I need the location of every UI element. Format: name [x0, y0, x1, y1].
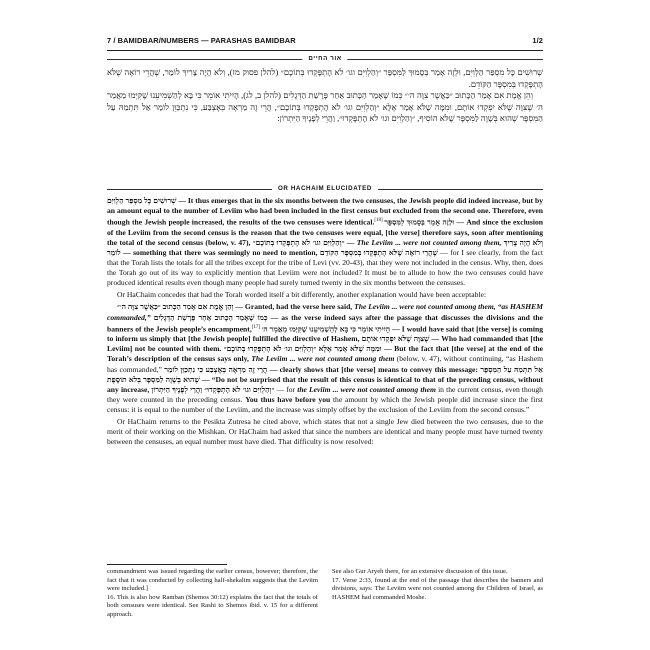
- translation-text: — as the verse indeed says after the passage that discusses the divisions and the banners of the Jewish people’s encampment,: [107, 312, 543, 334]
- footnote: commandment was issued regarding the earlier census, however; therefore, the fact that it was conducted by collecting half-shekalim suggests that the Leviim were included.]: [107, 568, 318, 593]
- footnotes-rule: [107, 564, 227, 565]
- explanation-text: the amount by which the Jewish people did increase since the first census: it is equal to the number of the Leviim, and the increase was simply offset by the exclusion of the Leviim from the second census.”: [107, 394, 543, 414]
- hebrew-citation: וּלְזֶה אָמַר בְּסָמוּךְ לַמִּסְפָּר: [384, 217, 455, 227]
- page: [107, 34, 543, 640]
- elucidated-paragraph-4: Or HaChaim returns to the Pesikta Zutresa he cited above, which states that not a single Jew died between the two censuses, due to the merit of their working on the Mishkan. Or HaChaim had asked that since the numbers are identical and many people must have turned twenty between the censuses, an equal number must have died. That difficulty is now resolved:: [107, 417, 543, 447]
- running-head-title: 7 / BAMIDBAR/NUMBERS — PARASHAS BAMIDBAR: [107, 36, 296, 45]
- translation-text: — I would have said that [the verse] is coming to inform us simply that [the Jewish people] fulfilled the directive of Hashem,: [107, 324, 544, 344]
- translation-text: — Granted, had the verse here said,: [233, 302, 355, 312]
- elucidated-paragraph-2: Or HaChaim concedes that had the Torah worded itself a bit differently, another explanation would have been acceptable:: [117, 290, 486, 300]
- verse-quote: The Leviim ... were not counted among them: [251, 354, 395, 364]
- page-number: 1/2: [532, 36, 543, 45]
- hebrew-paragraph: וְהֵן אֱמֶת אִם אָמַר הַכָּתוּב ״כַּאֲשֶׁר צִוָּה ה׳״ כְּמוֹ שֶׁאָמַר הַכָּתוּב אַחַר פָּרָשַׁת הַדְּגָלִים (להלן ב, לג), הָיִיתִי אוֹמֵר כִּי בָּא לְהַשְׁמִיעֵנוּ שֶׁקִּיְּמוּ מַאֲמַר ה׳ שֶׁצִּוָּה שֶׁלֹּא יִפְקְדוּ אוֹתָם, וּמִמָּה שֶׁלֹּא אָמַר אֶלָּא ״וְהַלְוִיִּם וגו׳ לֹא הָתְפָּקְדוּ בְּתוֹכָם״, הֲרֵי זֶה מַרְאֶה בְּאֶצְבַּע, כִּי נִתְכַּוֵּן לוֹמַר אַל תִּתְמַהּ עַל הַמִּסְפָּר שֶׁהוּא בְּשָׁוֶה לַמִּסְפָּר שֶׁלֹּא הוֹסִיף, ״וְהַלְוִיִּם וגו׳ לֹא הָתְפָּקְדוּ״, וַהֲרֵי לְפָנֶיךָ הַיִּתְרוֹן:: [107, 91, 543, 124]
- footnote-marker: [18]: [374, 218, 385, 224]
- translation-text: — And since the exclusion of the Leviim from the second census is the reason that the two censuses were equal, [the verse] therefore says, soon after mentioning the total of the second census (below, v. 47),: [107, 217, 543, 247]
- hebrew-section-divider: [107, 54, 543, 64]
- explanation-text: — for I see clearly, from the fact that the Torah lists the totals for all the tribes except for the tribe of Levi (vv. 20-43), that they were not included in the census. Why, then, does the Torah go out of its way to explicitly mention that Leviim were not included? It must be to allude to how the two censuses could have produced identical results even though many people had surely turned twenty in the six months between the censuses.: [107, 248, 544, 288]
- running-head: [107, 34, 543, 48]
- translation-text: — But the fact that [the verse] at the end of the Torah’s description of the census says only,: [107, 344, 543, 364]
- hebrew-citation: ״וְהַלְוִיִּם וגו׳ לֹא הָתְפָּקְדוּ בְּתוֹכָם״: [252, 237, 345, 247]
- elucidated-paragraph-1: [107, 196, 543, 288]
- hebrew-citation: שֶׁהֲרֵי רוֹאֶה שֶׁלֹּא הָתְפָּקְדוּ בְּמִסְפָּר הַקּוֹדֵם: [319, 248, 438, 257]
- explanation-text: in the current census, even though they were counted in the preceding census.: [107, 384, 543, 404]
- verse-quote: The Leviim ... were not counted among them, “as HASHEM commanded,”: [107, 302, 543, 322]
- footnote: 16. This is also how Ramban (Shemos 30:12) explains the fact that the totals of both censuses were identical. See Rashi to Shemos ibid. v. 15 for a different approach.: [107, 593, 318, 618]
- hebrew-citation: הֲרֵי זֶה מַרְאֶה בְּאֶצְבַּע כִּי נִתְכַּוֵּן לוֹמַר: [164, 364, 268, 374]
- hebrew-citation: שְׁרוּשִׁים כָּל מִסְפַּר הַלְוִיִּם: [107, 196, 177, 205]
- verse-quote: the Leviim ... were not counted among them: [297, 384, 436, 394]
- elucidated-body: [107, 196, 543, 449]
- translation-text: — “Do not be surprised that the result of this census is identical to that of the preceding census, without any increase,: [107, 374, 543, 394]
- translation-text: — clearly shows that [the verse] means to convey this message:: [267, 364, 481, 374]
- translation-text: — It thus emerges that in the six months between the two censuses, the Jewish people did indeed increase, but by an amount equal to the number of Leviim who had been included in the first census but excluded from the second one. Therefore, even though the Jewish people increased, the results of the two censuses were identical.: [107, 196, 544, 227]
- hebrew-citation: כְּמוֹ שֶׁאָמַר הַכָּתוּב אַחַר פָּרָשַׁת הַדְּגָלִים: [153, 312, 268, 322]
- explanation-text: — for: [274, 384, 298, 394]
- translation-text: — Who had commanded that [the Leviim] not be counted with them.: [107, 334, 544, 354]
- hebrew-citation: הָיִיתִי אוֹמֵר כִּי בָּא לְהַשְׁמִיעֵנוּ שֶׁקִּיְּמוּ מַאֲמַר ה׳: [261, 324, 391, 334]
- hebrew-citation: וְלֹא הָיָה צָרִיךְ לוֹמַר: [107, 237, 543, 257]
- footnote: 17. Verse 2:33, found at the end of the passage that describes the banners and divisions, says: The Leviim were not counted among the Children of Israel, as HASHEM had commanded Moshe.: [332, 576, 543, 601]
- hebrew-citation: שֶׁצִּוָּה שֶׁלֹּא יִפְקְדוּ אוֹתָם: [361, 334, 430, 344]
- elucidated-divider: [107, 184, 543, 194]
- hebrew-citation: אַל תִּתְמַהּ עַל הַמִּסְפָּר שֶׁהוּא בְּשָׁוֶה לַמִּסְפָּר בְּלֹא תוֹסֶפֶת: [107, 364, 543, 384]
- translation-text: You thus have before you: [245, 394, 331, 404]
- hebrew-section-label: אור החיים: [302, 54, 347, 64]
- translation-text: — something that there was seemingly no need to mention,: [120, 248, 320, 257]
- footnotes-left-column: [107, 568, 318, 620]
- footnote-marker: [17]: [251, 324, 262, 330]
- hebrew-citation: וְהֵן אֱמֶת אִם אָמַר הַכָּתוּב ״כַּאֲשֶׁר צִוָּה ה׳״: [117, 302, 234, 312]
- hebrew-citation: וּמִמָּה שֶׁלֹּא אָמַר אֶלָּא ״וְהַלְוִיִּם וגו׳ לֹא הָתְפָּקְדוּ בְּתוֹכָם״: [223, 344, 382, 354]
- header-rule: [107, 50, 543, 51]
- elucidated-paragraph-3: [107, 302, 543, 415]
- explanation-text: (below, v. 47), without continuing, “as Hashem has commanded,”: [107, 354, 543, 374]
- footnotes-right-column: [332, 568, 543, 620]
- footnote: See also Gur Aryeh there, for an extensive discussion of this issue.: [332, 568, 508, 575]
- hebrew-commentary: [107, 67, 543, 125]
- verse-quote: — The Leviim ... were not counted among them,: [344, 237, 504, 247]
- hebrew-citation: ״וְהַלְוִיִּם וגו׳ לֹא הָתְפָּקְדוּ״ וַהֲרֵי לְפָנֶיךָ הַיִּתְרוֹן: [151, 384, 275, 394]
- elucidated-label: OR HACHAIM ELUCIDATED: [272, 184, 378, 194]
- hebrew-paragraph: שְׁרוּשִׁים כָּל מִסְפַּר הַלְוִיִּם, וּלְזֶה אָמַר בְּסָמוּךְ לַמִּסְפָּר ״וְהַלְוִיִּם וגו׳ לֹא הָתְפָּקְדוּ בְּתוֹכָם״ (להלן פסוק מז), וְלֹא הָיָה צָרִיךְ לוֹמַר, שֶׁהֲרֵי רוֹאֶה שֶׁלֹּא הָתְפָּקְדוּ בְּמִסְפָּר הַקּוֹדֵם.: [107, 68, 543, 89]
- footnotes: [107, 568, 543, 620]
